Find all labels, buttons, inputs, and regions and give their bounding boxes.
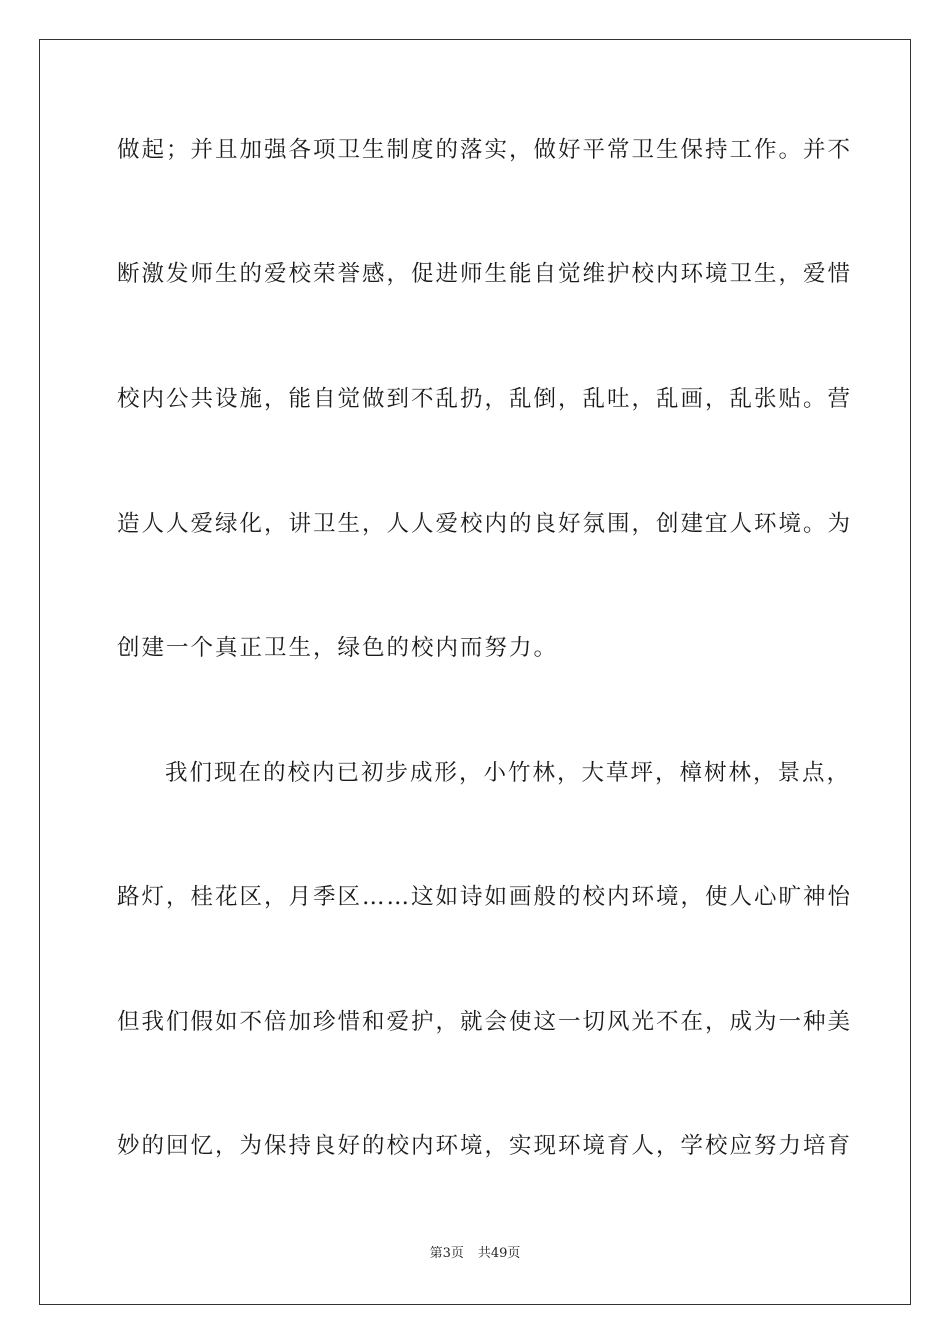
text-line-8: 但我们假如不倍加珍惜和爱护，就会使这一切风光不在，成为一种美 [117,1009,853,1035]
text-line-7: 路灯，桂花区，月季区……这如诗如画般的校内环境，使人心旷神怡 [117,884,853,910]
text-line-2: 断激发师生的爱校荣誉感，促进师生能自觉维护校内环境卫生，爱惜 [117,261,853,287]
text-line-6-paragraph-start: 我们现在的校内已初步成形，小竹林，大草坪，樟树林，景点， [165,760,852,786]
total-pages: 共49页 [477,1246,521,1261]
page-number: 第3页 [429,1246,464,1261]
text-line-9: 妙的回忆，为保持良好的校内环境，实现环境育人，学校应努力培育 [117,1133,853,1159]
page-footer [0,1245,950,1263]
text-line-4: 造人人爱绿化，讲卫生，人人爱校内的良好氛围，创建宜人环境。为 [117,511,853,537]
text-line-1: 做起；并且加强各项卫生制度的落实，做好平常卫生保持工作。并不 [117,137,853,163]
text-line-3: 校内公共设施，能自觉做到不乱扔，乱倒，乱吐，乱画，乱张贴。营 [117,386,853,412]
text-line-5: 创建一个真正卫生，绿色的校内而努力。 [117,635,559,661]
page-frame [39,39,911,1305]
